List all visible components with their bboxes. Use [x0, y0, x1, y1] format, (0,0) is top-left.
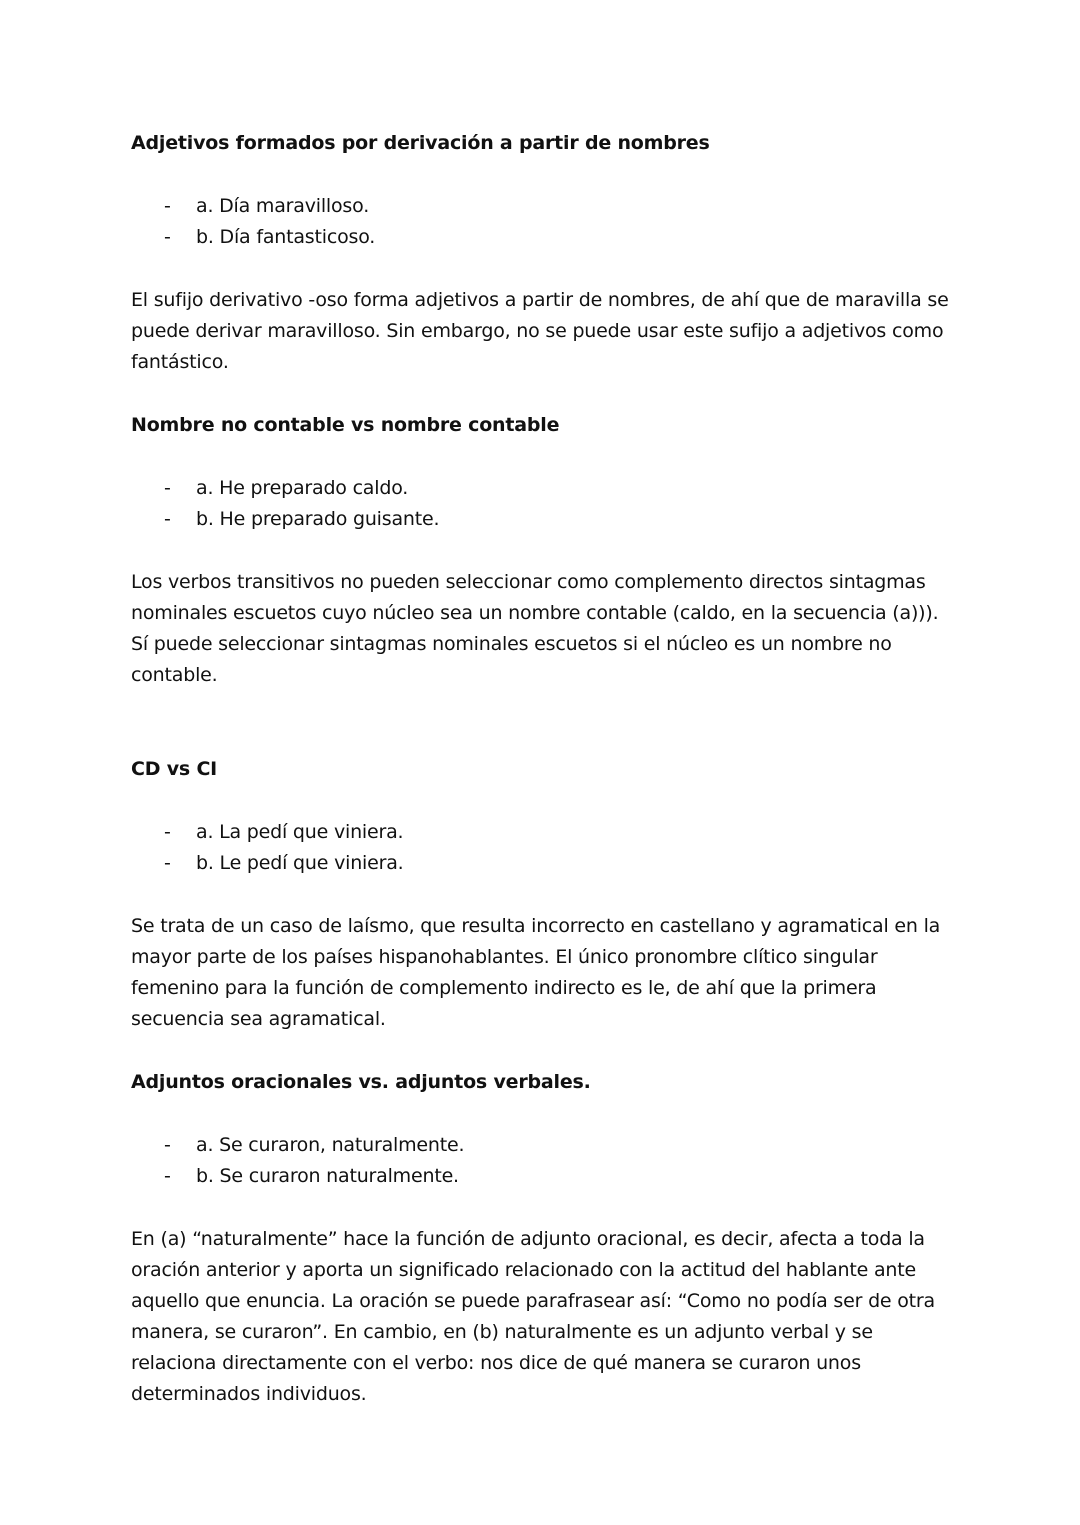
- list-item: [131, 1161, 961, 1192]
- list-item: [131, 817, 961, 848]
- example-text: a. Día maravilloso.: [196, 195, 370, 217]
- section-heading: Nombre no contable vs nombre contable: [131, 414, 560, 436]
- section-paragraph: El sufijo derivativo -oso forma adjetivos a partir de nombres, de ahí que de maravilla se puede derivar maravilloso. Sin embargo, no se puede usar este sufijo a adjetivos como fantástico.: [131, 289, 949, 373]
- example-list: [131, 1130, 961, 1192]
- example-text: b. Le pedí que viniera.: [196, 852, 404, 874]
- section-paragraph: Se trata de un caso de laísmo, que resulta incorrecto en castellano y agramatical en la mayor parte de los países hispanohablantes. El único pronombre clítico singular femenino para la función de complemento indirecto es le, de ahí que la primera secuencia sea agramatical.: [131, 915, 941, 1030]
- bullet-dash: -: [164, 226, 171, 248]
- list-item: [131, 1130, 961, 1161]
- example-text: a. He preparado caldo.: [196, 477, 409, 499]
- bullet-dash: -: [164, 508, 171, 530]
- list-item: [131, 473, 961, 504]
- bullet-dash: -: [164, 852, 171, 874]
- bullet-dash: -: [164, 477, 171, 499]
- list-item: [131, 504, 961, 535]
- section-paragraph: Los verbos transitivos no pueden seleccionar como complemento directos sintagmas nominales escuetos cuyo núcleo sea un nombre contable (caldo, en la secuencia (a))). Sí puede seleccionar sintagmas nominales escuetos si el núcleo es un nombre no contable.: [131, 571, 939, 686]
- example-list: [131, 191, 961, 253]
- section-paragraph: En (a) “naturalmente” hace la función de adjunto oracional, es decir, afecta a toda la oración anterior y aporta un significado relacionado con la actitud del hablante ante aquello que enuncia. La oración se puede parafrasear así: “Como no podía ser de otra manera, se curaron”. En cambio, en (b) naturalmente es un adjunto verbal y se relaciona directamente con el verbo: nos dice de qué manera se curaron unos determinados individuos.: [131, 1228, 935, 1405]
- example-list: [131, 817, 961, 879]
- section-heading: Adjetivos formados por derivación a partir de nombres: [131, 132, 710, 154]
- list-item: [131, 848, 961, 879]
- example-text: b. Se curaron naturalmente.: [196, 1165, 459, 1187]
- example-text: a. La pedí que viniera.: [196, 821, 404, 843]
- example-text: b. Día fantasticoso.: [196, 226, 376, 248]
- example-text: b. He preparado guisante.: [196, 508, 440, 530]
- section-heading: CD vs CI: [131, 758, 218, 780]
- bullet-dash: -: [164, 195, 171, 217]
- bullet-dash: -: [164, 1165, 171, 1187]
- example-text: a. Se curaron, naturalmente.: [196, 1134, 465, 1156]
- list-item: [131, 191, 961, 222]
- list-item: [131, 222, 961, 253]
- document-page: [131, 128, 961, 1410]
- bullet-dash: -: [164, 1134, 171, 1156]
- example-list: [131, 473, 961, 535]
- section-heading: Adjuntos oracionales vs. adjuntos verbales.: [131, 1071, 591, 1093]
- bullet-dash: -: [164, 821, 171, 843]
